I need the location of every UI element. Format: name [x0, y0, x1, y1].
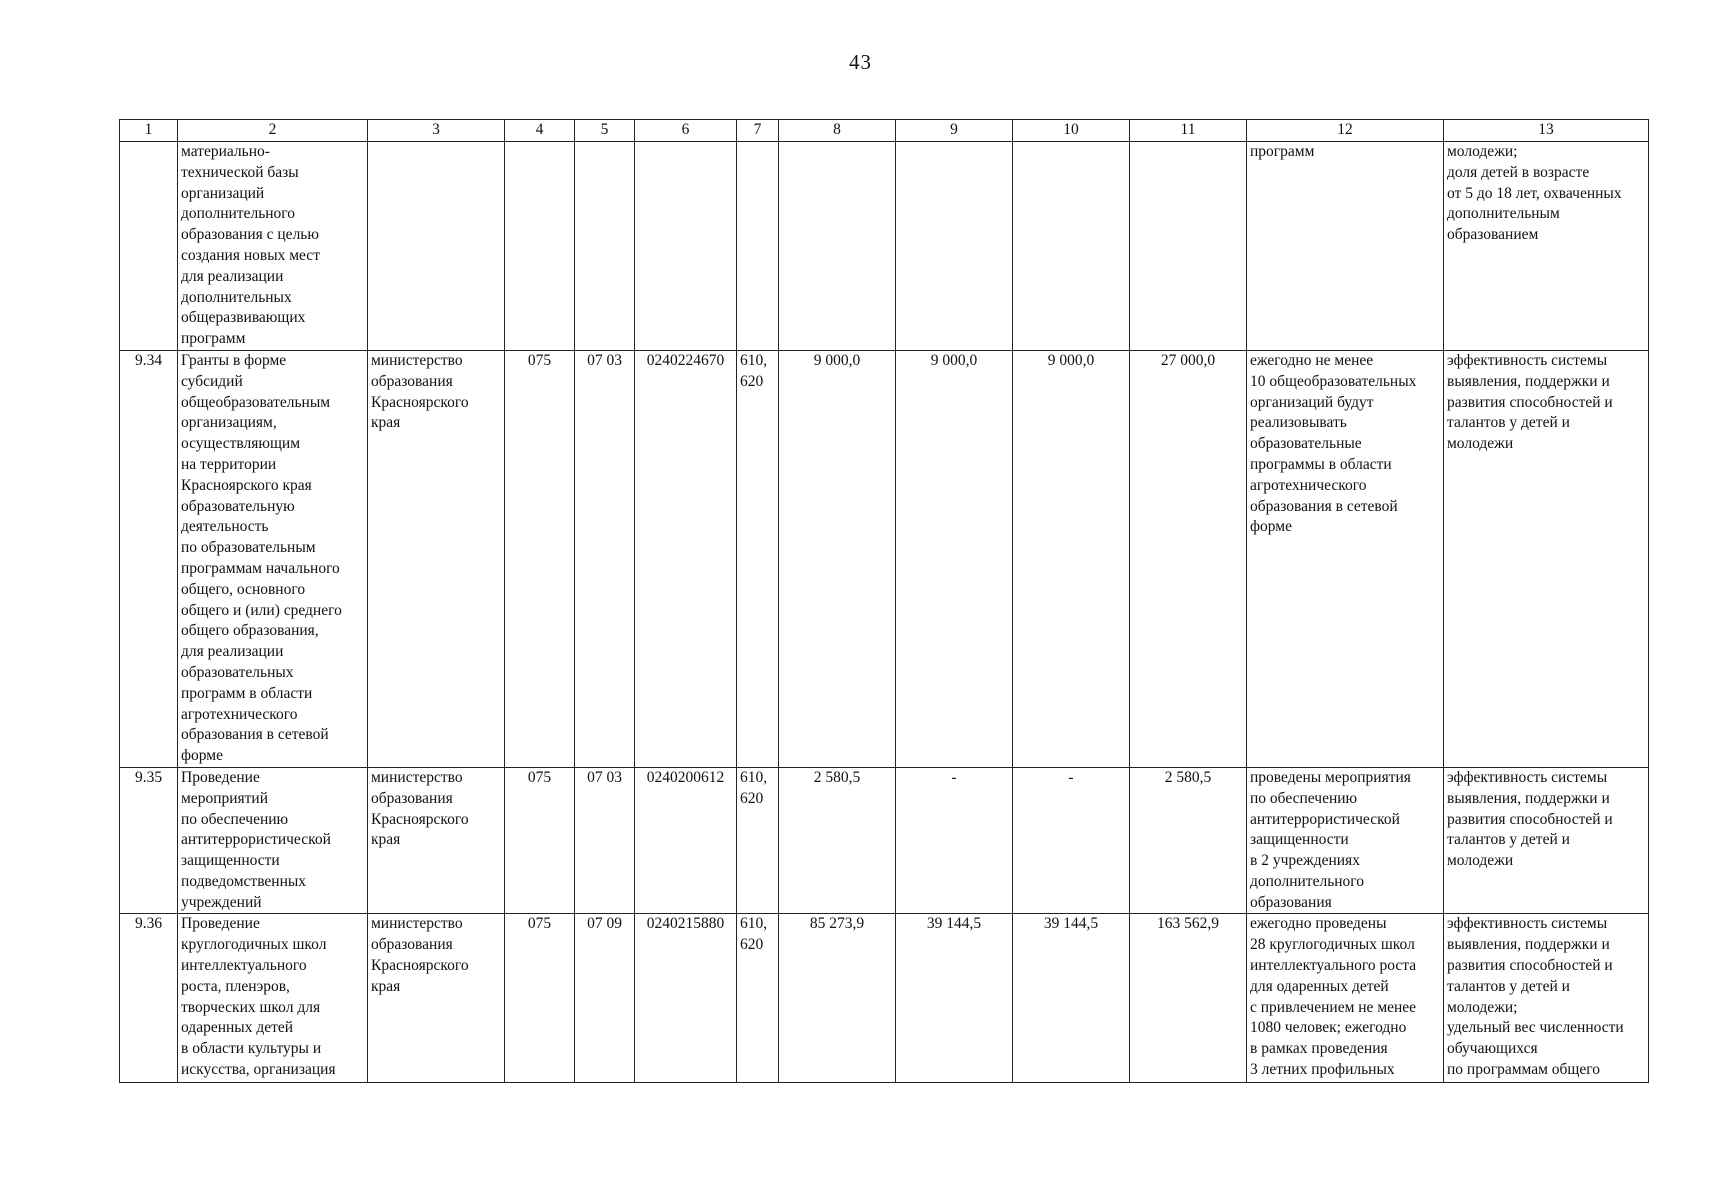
table-row — [120, 350, 1649, 767]
grbs-code: 075 — [505, 914, 575, 1083]
funding-year-1 — [779, 142, 896, 351]
column-header: 7 — [737, 120, 779, 142]
funding-year-1: 2 580,5 — [779, 767, 896, 914]
funding-year-2: 9 000,0 — [896, 350, 1013, 767]
grbs-code: 075 — [505, 767, 575, 914]
funding-year-2 — [896, 142, 1013, 351]
executor: министерство образования Красноярского края — [368, 350, 505, 767]
expected-result: программ — [1247, 142, 1444, 351]
column-header: 3 — [368, 120, 505, 142]
row-number — [120, 142, 178, 351]
funding-year-2: - — [896, 767, 1013, 914]
table-row — [120, 914, 1649, 1083]
executor: министерство образования Красноярского края — [368, 767, 505, 914]
target-indicator: эффективность системы выявления, поддержки и развития способностей и талантов у детей и молодежи — [1444, 350, 1649, 767]
rzpr-code: 07 09 — [575, 914, 635, 1083]
target-indicator: эффективность системы выявления, поддержки и развития способностей и талантов у детей и молодежи — [1444, 767, 1649, 914]
funding-year-3 — [1013, 142, 1130, 351]
vr-code — [737, 142, 779, 351]
funding-year-2: 39 144,5 — [896, 914, 1013, 1083]
executor: министерство образования Красноярского края — [368, 914, 505, 1083]
csr-code: 0240200612 — [635, 767, 737, 914]
vr-code: 610, 620 — [737, 914, 779, 1083]
column-header: 10 — [1013, 120, 1130, 142]
funding-total: 27 000,0 — [1130, 350, 1247, 767]
expected-result: ежегодно не менее 10 общеобразовательных организаций будут реализовывать образовательные программы в области агротехнического образования в сетевой форме — [1247, 350, 1444, 767]
vr-code: 610, 620 — [737, 767, 779, 914]
column-header: 1 — [120, 120, 178, 142]
row-number: 9.35 — [120, 767, 178, 914]
column-header: 5 — [575, 120, 635, 142]
column-number-header-row — [120, 120, 1649, 142]
column-header: 4 — [505, 120, 575, 142]
rzpr-code: 07 03 — [575, 350, 635, 767]
funding-year-3: 39 144,5 — [1013, 914, 1130, 1083]
executor — [368, 142, 505, 351]
page-number: 43 — [849, 50, 872, 74]
rzpr-code — [575, 142, 635, 351]
funding-year-1: 85 273,9 — [779, 914, 896, 1083]
column-header: 2 — [178, 120, 368, 142]
rzpr-code: 07 03 — [575, 767, 635, 914]
column-header: 9 — [896, 120, 1013, 142]
grbs-code — [505, 142, 575, 351]
target-indicator: молодежи; доля детей в возрасте от 5 до 18 лет, охваченных дополнительным образованием — [1444, 142, 1649, 351]
column-header: 8 — [779, 120, 896, 142]
target-indicator: эффективность системы выявления, поддержки и развития способностей и талантов у детей и молодежи; удельный вес численности обучающихся по программам общего — [1444, 914, 1649, 1083]
csr-code — [635, 142, 737, 351]
csr-code: 0240215880 — [635, 914, 737, 1083]
table-row — [120, 767, 1649, 914]
column-header: 11 — [1130, 120, 1247, 142]
vr-code: 610, 620 — [737, 350, 779, 767]
expected-result: проведены мероприятия по обеспечению антитеррористической защищенности в 2 учреждениях дополнительного образования — [1247, 767, 1444, 914]
grbs-code: 075 — [505, 350, 575, 767]
column-header: 12 — [1247, 120, 1444, 142]
funding-year-1: 9 000,0 — [779, 350, 896, 767]
row-number: 9.34 — [120, 350, 178, 767]
table-row — [120, 142, 1649, 351]
funding-total — [1130, 142, 1247, 351]
activity-name: Проведение круглогодичных школ интеллектуального роста, пленэров, творческих школ для одаренных детей в области культуры и искусства, организация — [178, 914, 368, 1083]
activity-name: Проведение мероприятий по обеспечению антитеррористической защищенности подведомственных учреждений — [178, 767, 368, 914]
funding-total: 2 580,5 — [1130, 767, 1247, 914]
funding-year-3: - — [1013, 767, 1130, 914]
activity-name: Гранты в форме субсидий общеобразовательным организациям, осуществляющим на территории Красноярского края образовательную деятельность по образовательным программам начального общего, основного общего и (или) среднего общего образования, для реализации образовательных программ в области агротехнического образования в сетевой форме — [178, 350, 368, 767]
program-activities-table — [119, 119, 1649, 1083]
row-number: 9.36 — [120, 914, 178, 1083]
csr-code: 0240224670 — [635, 350, 737, 767]
activity-name: материально- технической базы организаций дополнительного образования с целью создания новых мест для реализации дополнительных общеразвивающих программ — [178, 142, 368, 351]
funding-total: 163 562,9 — [1130, 914, 1247, 1083]
funding-year-3: 9 000,0 — [1013, 350, 1130, 767]
column-header: 6 — [635, 120, 737, 142]
expected-result: ежегодно проведены 28 круглогодичных школ интеллектуального роста для одаренных детей с привлечением не менее 1080 человек; ежегодно в рамках проведения 3 летних профильных — [1247, 914, 1444, 1083]
column-header: 13 — [1444, 120, 1649, 142]
